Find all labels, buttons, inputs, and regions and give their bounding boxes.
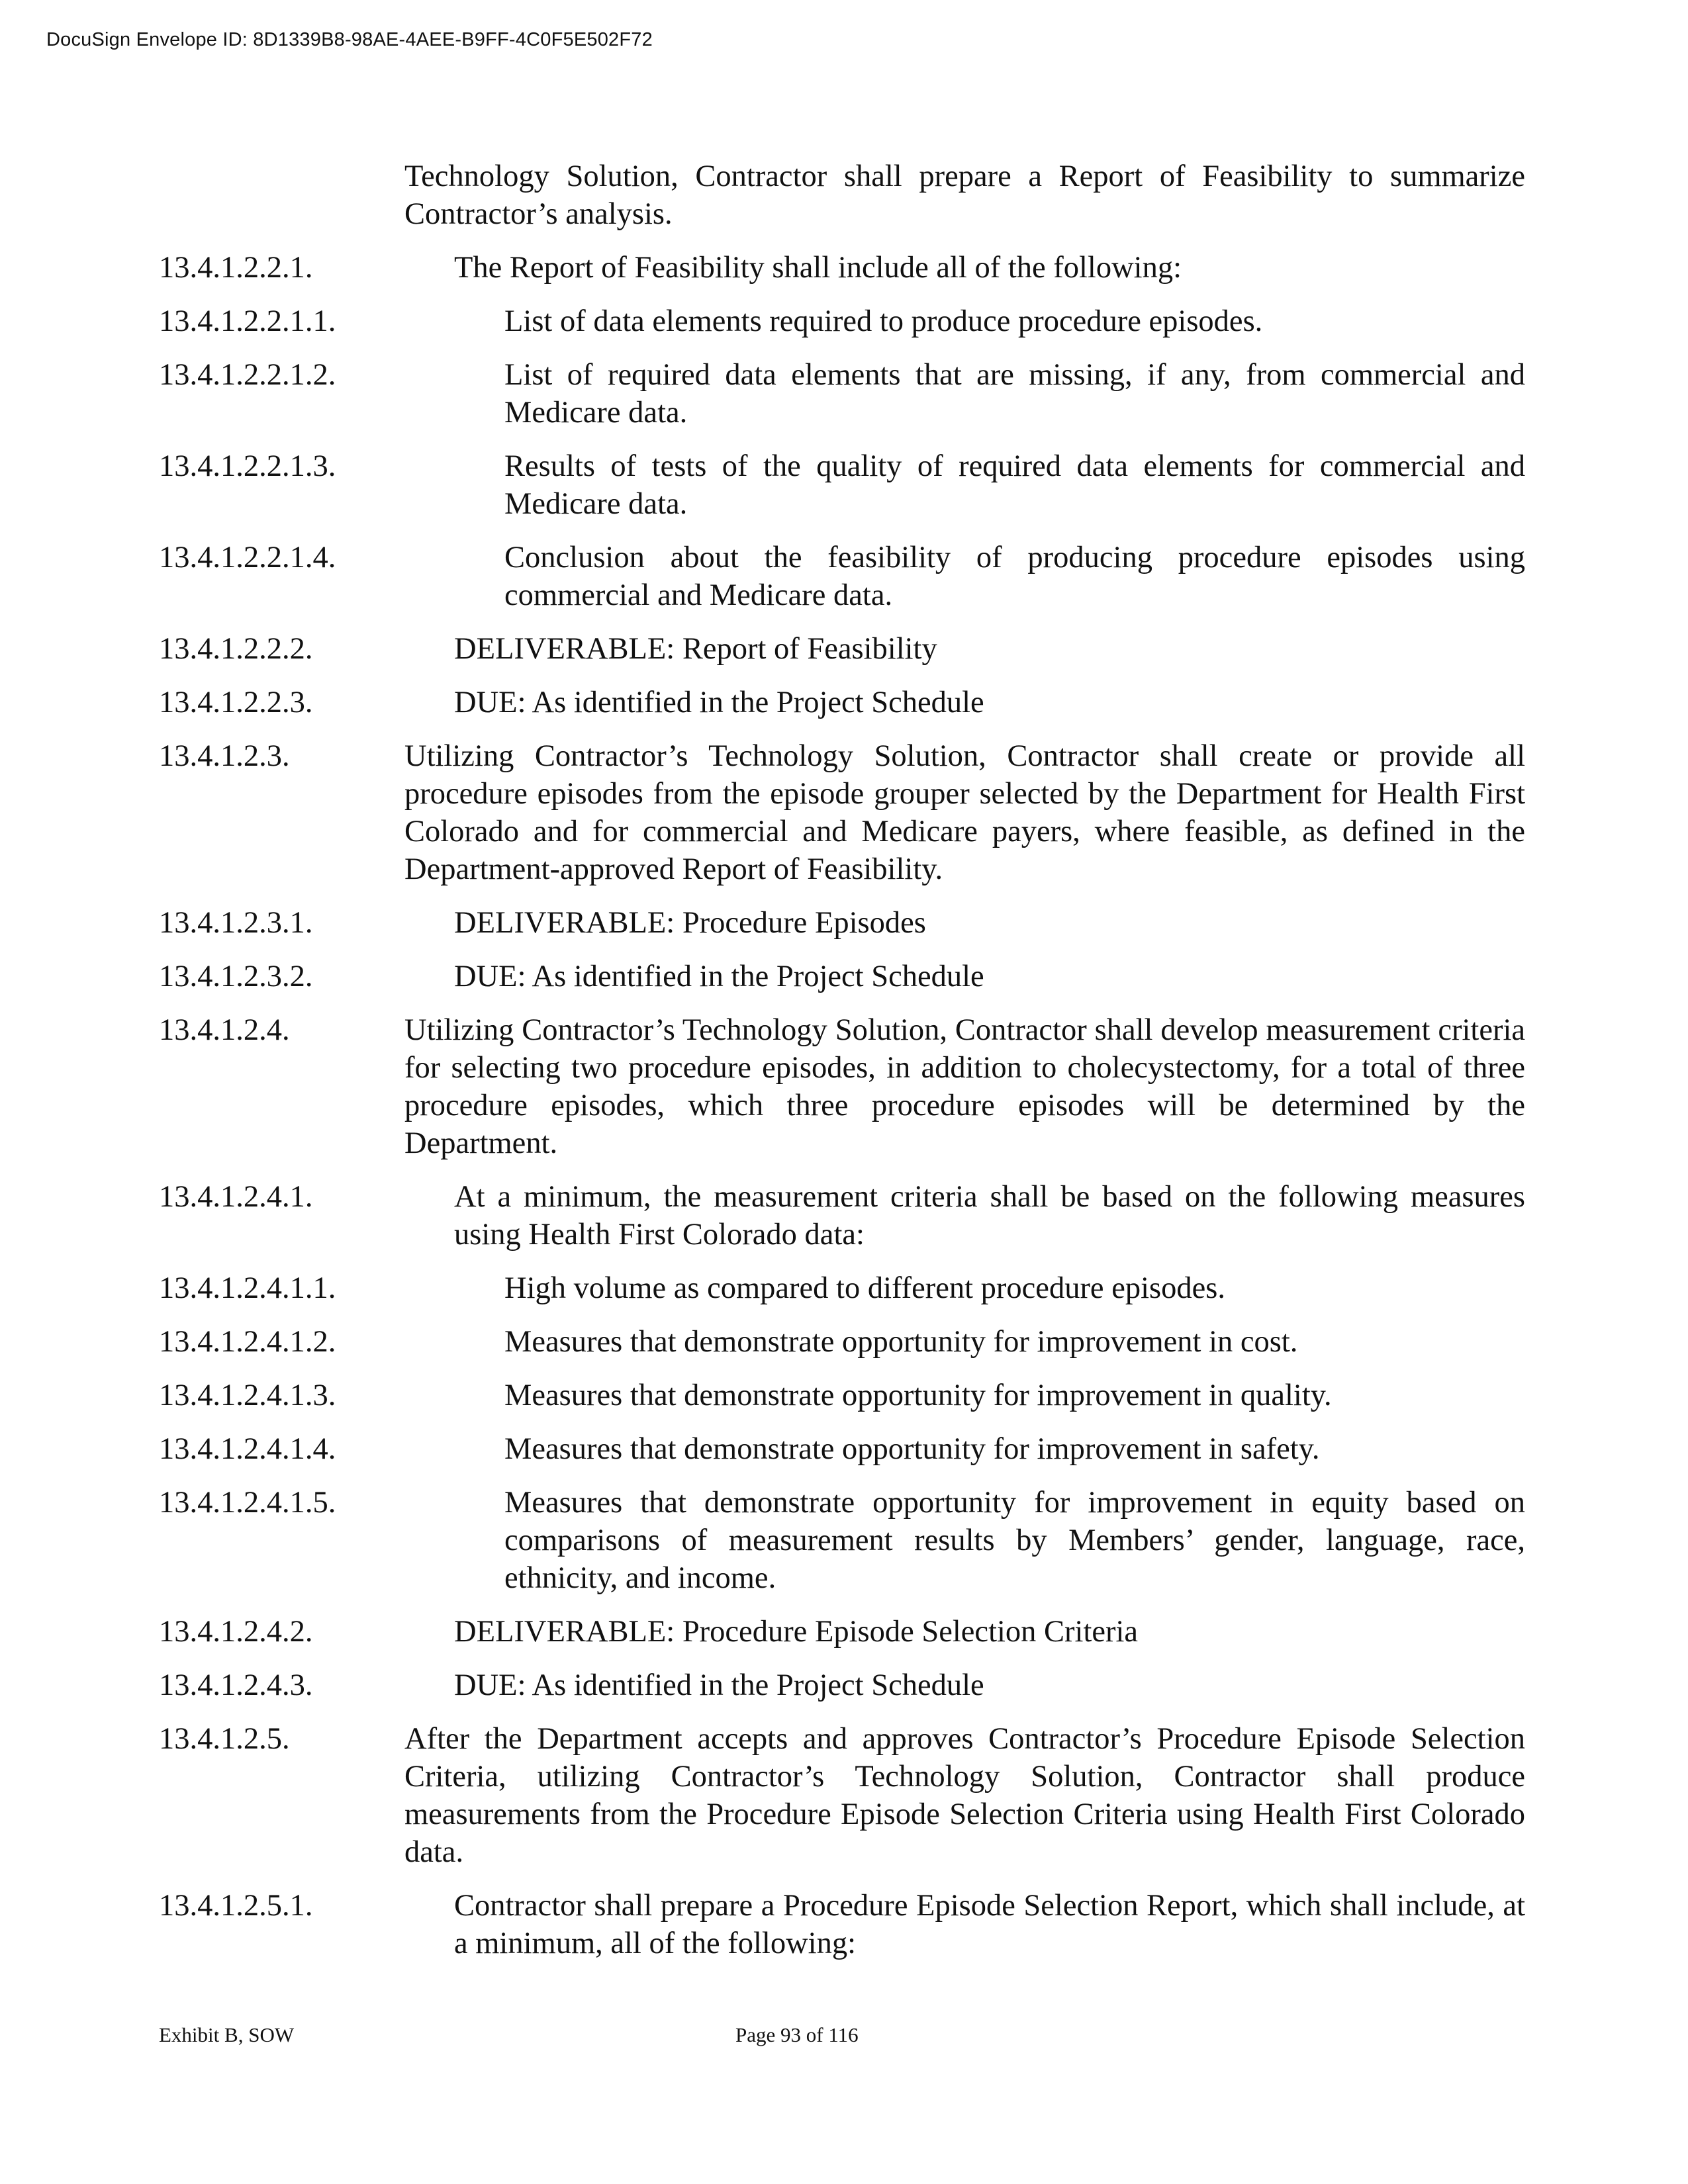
section-row bbox=[159, 1178, 1525, 1253]
section-row bbox=[159, 249, 1525, 287]
section-text: Measures that demonstrate opportunity for improvement in equity based on comparisons of measurement results by Members’ gender, language, race, ethnicity, and income. bbox=[504, 1486, 1525, 1595]
section-row bbox=[159, 539, 1525, 614]
section-text: The Report of Feasibility shall include all of the following: bbox=[454, 251, 1182, 285]
section-number: 13.4.1.2.4.2. bbox=[159, 1615, 313, 1649]
section-row bbox=[159, 958, 1525, 995]
section-number: 13.4.1.2.4.1. bbox=[159, 1180, 313, 1214]
envelope-id-header: DocuSign Envelope ID: 8D1339B8-98AE-4AEE-B9FF-4C0F5E502F72 bbox=[46, 29, 653, 50]
section-text: DUE: As identified in the Project Schedule bbox=[454, 1668, 984, 1702]
section-row bbox=[159, 1377, 1525, 1414]
section-text: DUE: As identified in the Project Schedule bbox=[454, 686, 984, 719]
section-text: Utilizing Contractor’s Technology Solution, Contractor shall develop measurement criteria for selecting two procedure episodes, in addition to cholecystectomy, for a total of three procedure episodes, which three procedure episodes will be determined by the Department. bbox=[404, 1013, 1525, 1160]
section-text: Measures that demonstrate opportunity for improvement in quality. bbox=[504, 1379, 1332, 1412]
section-number: 13.4.1.2.3.2. bbox=[159, 960, 313, 993]
section-row bbox=[159, 630, 1525, 668]
section-text: Conclusion about the feasibility of producing procedure episodes using commercial and Medicare data. bbox=[504, 541, 1525, 612]
section-number: 13.4.1.2.4.1.1. bbox=[159, 1271, 336, 1305]
section-row bbox=[159, 356, 1525, 432]
section-number: 13.4.1.2.3. bbox=[159, 739, 290, 773]
section-text: Contractor shall prepare a Procedure Episode Selection Report, which shall include, at a minimum, all of the following: bbox=[454, 1889, 1525, 1960]
section-number: 13.4.1.2.2.1.2. bbox=[159, 358, 336, 392]
section-text: List of required data elements that are missing, if any, from commercial and Medicare data. bbox=[504, 358, 1525, 430]
document-body bbox=[159, 158, 1525, 1962]
section-number: 13.4.1.2.5. bbox=[159, 1722, 290, 1756]
section-number: 13.4.1.2.3.1. bbox=[159, 906, 313, 940]
section-number: 13.4.1.2.2.1.3. bbox=[159, 449, 336, 483]
section-number: 13.4.1.2.2.1.4. bbox=[159, 541, 336, 574]
section-text: Measures that demonstrate opportunity for improvement in cost. bbox=[504, 1325, 1298, 1359]
section-row bbox=[159, 1613, 1525, 1651]
section-row bbox=[159, 1887, 1525, 1962]
section-number: 13.4.1.2.2.3. bbox=[159, 686, 313, 719]
section-row bbox=[159, 737, 1525, 888]
section-number: 13.4.1.2.2.1.1. bbox=[159, 304, 336, 338]
section-row bbox=[159, 1323, 1525, 1361]
section-number: 13.4.1.2.4.1.3. bbox=[159, 1379, 336, 1412]
section-row bbox=[159, 1430, 1525, 1468]
section-row bbox=[159, 1720, 1525, 1871]
section-text: DELIVERABLE: Report of Feasibility bbox=[454, 632, 937, 666]
section-row bbox=[159, 302, 1525, 340]
section-row bbox=[159, 158, 1525, 233]
footer-exhibit-label: Exhibit B, SOW bbox=[159, 2023, 295, 2046]
section-number: 13.4.1.2.4.1.5. bbox=[159, 1486, 336, 1520]
section-number: 13.4.1.2.4.1.4. bbox=[159, 1432, 336, 1466]
section-text: List of data elements required to produce procedure episodes. bbox=[504, 304, 1263, 338]
section-number: 13.4.1.2.4. bbox=[159, 1013, 290, 1047]
section-row bbox=[159, 1269, 1525, 1307]
section-number: 13.4.1.2.5.1. bbox=[159, 1889, 313, 1923]
section-number: 13.4.1.2.2.1. bbox=[159, 251, 313, 285]
section-row bbox=[159, 1484, 1525, 1597]
section-number: 13.4.1.2.4.1.2. bbox=[159, 1325, 336, 1359]
section-text: DELIVERABLE: Procedure Episodes bbox=[454, 906, 926, 940]
section-row bbox=[159, 447, 1525, 523]
section-number: 13.4.1.2.2.2. bbox=[159, 632, 313, 666]
section-number: 13.4.1.2.4.3. bbox=[159, 1668, 313, 1702]
section-text: Results of tests of the quality of required data elements for commercial and Medicare data. bbox=[504, 449, 1525, 521]
section-text: DUE: As identified in the Project Schedule bbox=[454, 960, 984, 993]
section-text: After the Department accepts and approves Contractor’s Procedure Episode Selection Criteria, utilizing Contractor’s Technology Solution, Contractor shall produce measurements from the Procedure Episode Selection Criteria using Health First Colorado data. bbox=[404, 1722, 1525, 1869]
section-row bbox=[159, 904, 1525, 942]
section-text: At a minimum, the measurement criteria shall be based on the following measures using Health First Colorado data: bbox=[454, 1180, 1525, 1251]
section-text: Technology Solution, Contractor shall prepare a Report of Feasibility to summarize Contractor’s analysis. bbox=[404, 159, 1525, 231]
section-row bbox=[159, 684, 1525, 721]
section-text: High volume as compared to different procedure episodes. bbox=[504, 1271, 1225, 1305]
section-text: Measures that demonstrate opportunity for improvement in safety. bbox=[504, 1432, 1320, 1466]
section-row bbox=[159, 1011, 1525, 1162]
section-row bbox=[159, 1666, 1525, 1704]
footer-page-number: Page 93 of 116 bbox=[735, 2023, 859, 2046]
section-text: DELIVERABLE: Procedure Episode Selection Criteria bbox=[454, 1615, 1139, 1649]
section-text: Utilizing Contractor’s Technology Solution, Contractor shall create or provide all procedure episodes from the episode grouper selected by the Department for Health First Colorado and for commercial and Medicare payers, where feasible, as defined in the Department-approved Report of Feasibility. bbox=[404, 739, 1525, 886]
